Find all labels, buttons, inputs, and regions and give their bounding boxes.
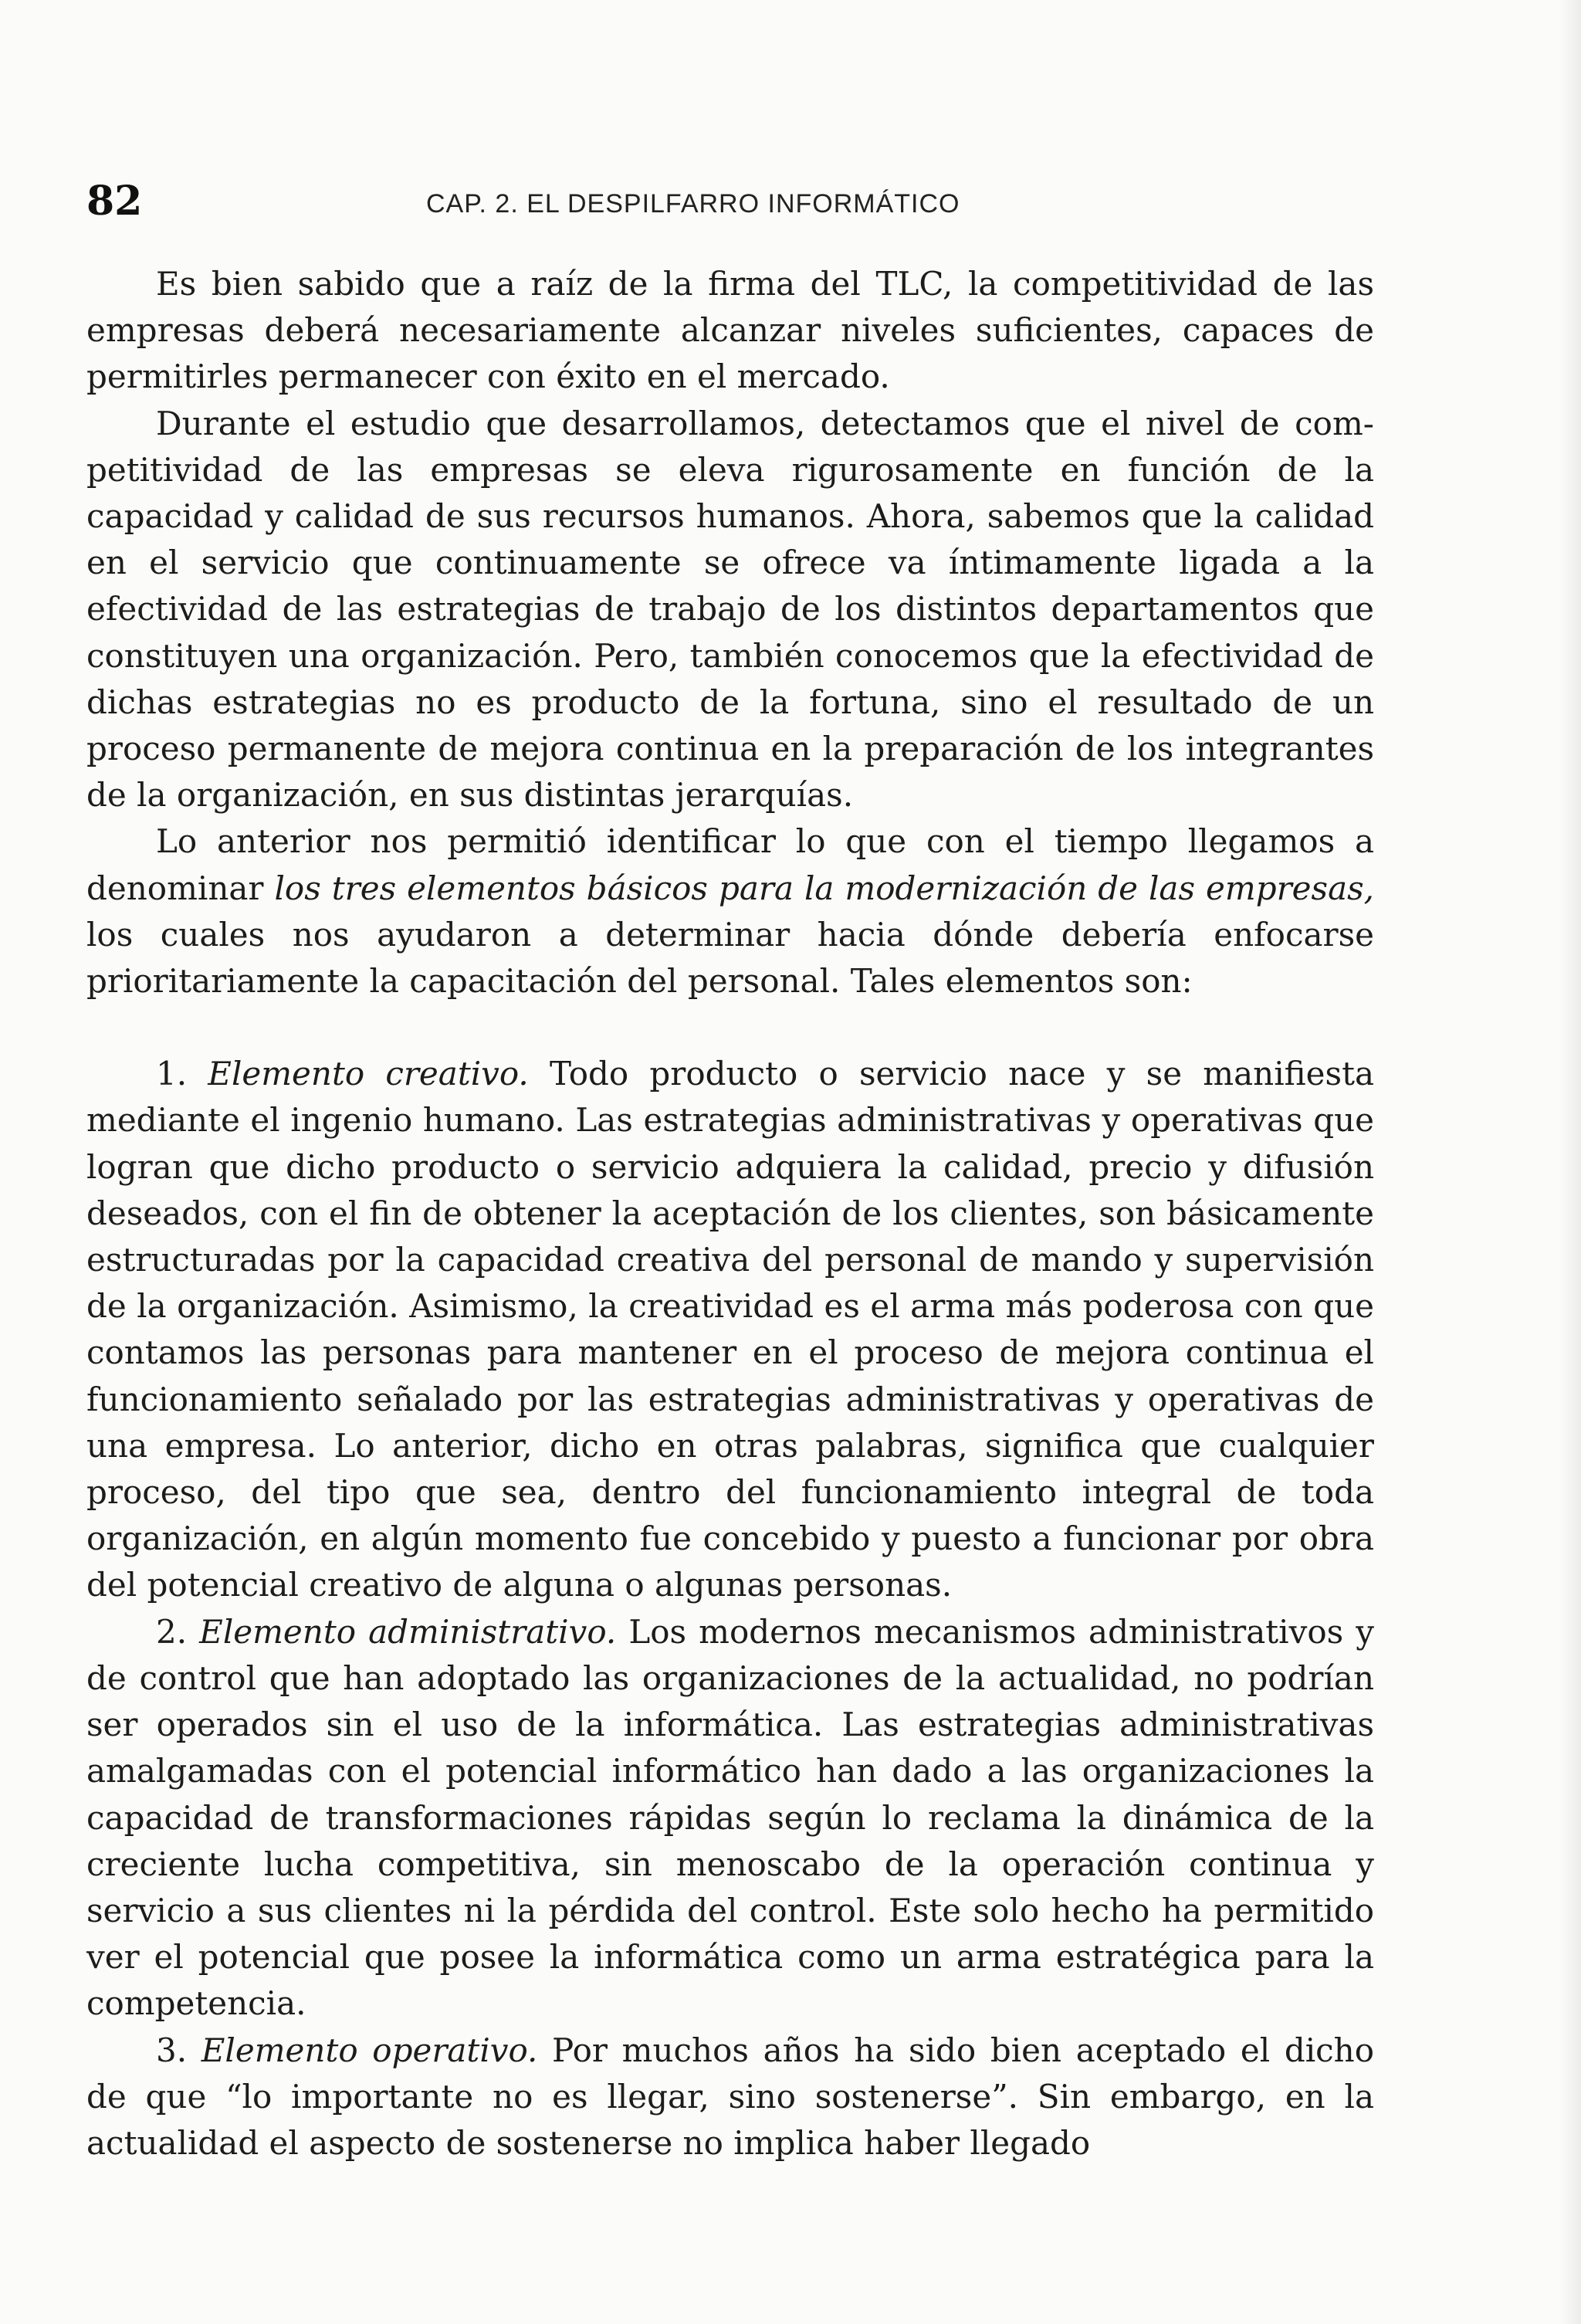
list-item-title: Elemento creativo.	[208, 1055, 529, 1093]
body-text	[86, 261, 1374, 2166]
page-header	[86, 174, 1379, 229]
list-item-elemento-creativo	[86, 1051, 1374, 1608]
paragraph-elementos-intro-emphasis: los tres elementos básicos para la modernización de las empresas,	[274, 869, 1375, 907]
list-item-title: Elemento operativo.	[201, 2031, 538, 2069]
list-item-text: Por muchos años ha sido bien aceptado el dicho de que “lo importante no es llegar, sino sostenerse”. Sin embargo, en la actualidad el aspecto de sostenerse no implica haber llegado	[86, 2031, 1374, 2162]
running-head: CAP. 2. EL DESPILFARRO INFORMÁTICO	[426, 189, 960, 219]
list-item-number: 3.	[156, 2031, 201, 2069]
list-item-text: Los modernos mecanismos administrativos y de control que han adoptado las organizaciones de la actualidad, no podrían ser operados sin el uso de la informática. Las estrategias administrativas amalgamadas con el potencial informático han dado a las organizaciones la capacidad de transformaciones rápidas según lo reclama la dinámica de la creciente lucha competitiva, sin menoscabo de la operación continua y servicio a sus clientes ni la pérdida del control. Este solo hecho ha permitido ver el potencial que posee la informática como un arma estratégica para la competencia.	[86, 1612, 1374, 2023]
page-edge-shadow	[1559, 0, 1581, 2324]
paragraph-elementos-intro-start: Lo anterior nos permitió identificar lo que con el tiempo llegamos a denominar	[86, 822, 1374, 907]
list-item-number: 2.	[156, 1612, 200, 1651]
paragraph-tlc: Es bien sabido que a raíz de la firma del TLC, la competitividad de las empresas deberá necesariamente alcanzar niveles suficientes, capaces de permitirles permanecer con éxito en el mercado.	[86, 265, 1374, 396]
list-item-number: 1.	[156, 1055, 208, 1093]
list-item-text: Todo producto o servicio nace y se manifiesta mediante el ingenio humano. Las estrategias administrativas y operativas que logran que dicho producto o servicio adquiera la calidad, precio y difusión deseados, con el fin de obtener la aceptación de los clientes, son básicamente estructuradas por la capacidad creativa del personal de mando y supervisión de la organización. Asimismo, la creatividad es el arma más poderosa con que contamos las personas para mantener en el proceso de mejora continua el funcionamiento señalado por las estrategias administrativas y operativas de una empresa. Lo anterior, dicho en otras palabras, significa que cualquier proceso, del tipo que sea, dentro del funcionamiento integral de toda organización, en algún momento fue concebido y puesto a funcionar por obra del potencial creativo de alguna o algunas personas.	[86, 1055, 1374, 1604]
list-item-elemento-operativo	[86, 2028, 1374, 2167]
list-item-elemento-administrativo	[86, 1609, 1374, 2028]
list-item-title: Elemento administrativo.	[199, 1612, 617, 1651]
paragraph-elementos-intro-end: los cuales nos ayudaron a determinar hacia dónde debería enfocarse prioritariamente la capacitación del personal. Tales elementos son:	[86, 915, 1374, 1001]
page-number: 82	[86, 178, 143, 225]
paragraph-elementos-intro	[86, 818, 1374, 1004]
section-gap	[86, 1004, 1374, 1051]
paragraph-estudio: Durante el estudio que desarrollamos, detectamos que el nivel de competitividad de las empresas se eleva rigurosamente en función de la capacidad y calidad de sus recursos humanos. Ahora, sabemos que la calidad en el servicio que continuamente se ofrece va íntimamente ligada a la efectividad de las estrategias de trabajo de los distintos departamentos que constituyen una organización. Pero, también conocemos que la efectividad de dichas estrategias no es producto de la fortuna, sino el resultado de un proceso permanente de mejora continua en la preparación de los integrantes de la organización, en sus distintas jerarquías.	[86, 404, 1374, 815]
